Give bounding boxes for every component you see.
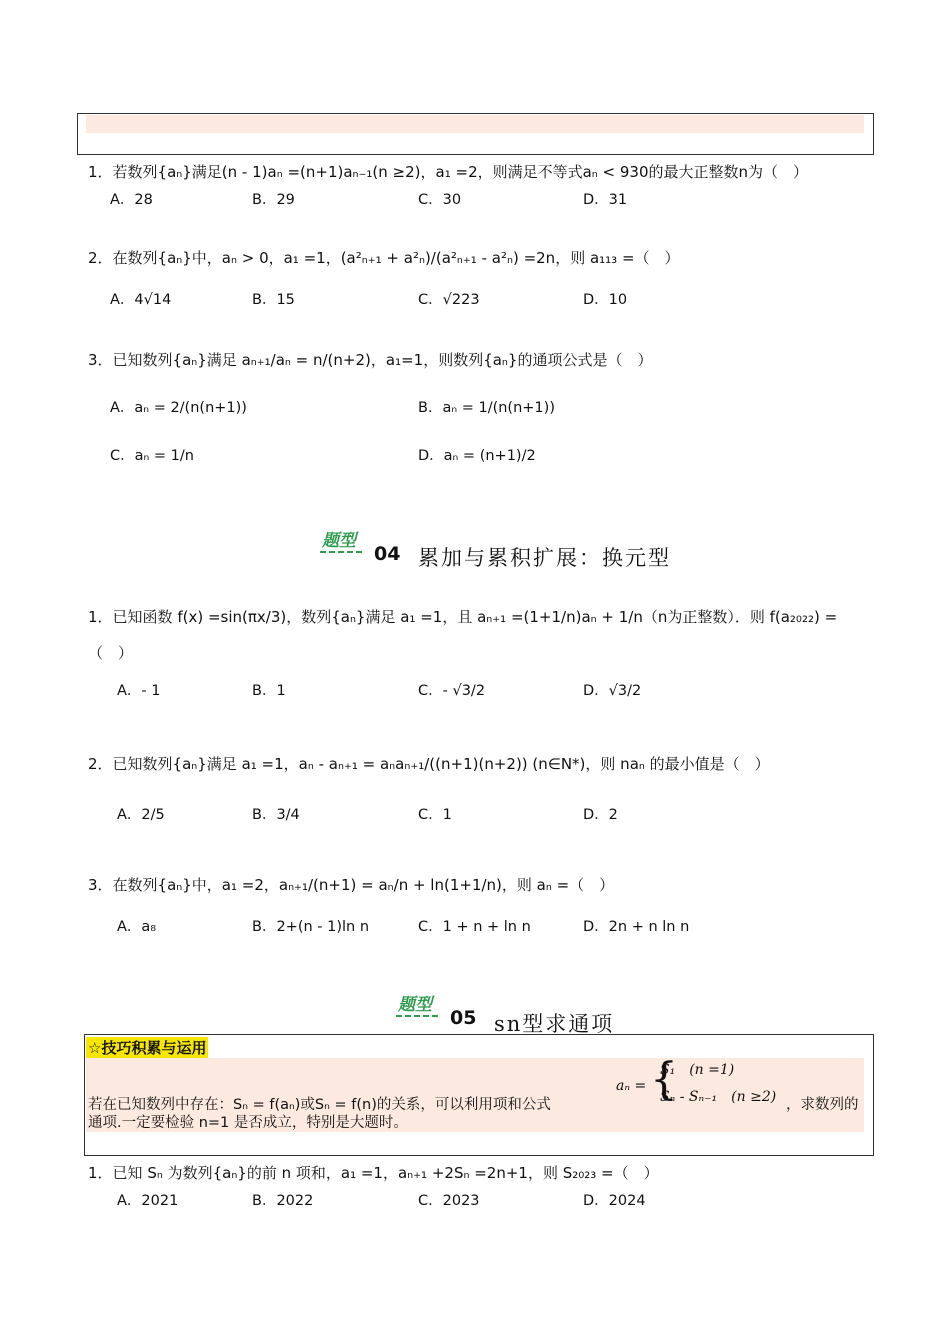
section-05-number: 05 bbox=[450, 1007, 477, 1029]
s3-q3-option-b[interactable]: B．aₙ = 1/(n(n+1)) bbox=[418, 400, 555, 416]
tip-formula-case-1: S₁ (n =1) bbox=[660, 1062, 735, 1078]
q-text: 已知 Sₙ 为数列{aₙ}的前 n 项和，a₁ =1，aₙ₊₁ +2Sₙ =2n+1，则 S₂₀₂₃ =（ ） bbox=[112, 1164, 659, 1182]
s5-q1-option-d[interactable]: D．2024 bbox=[583, 1193, 646, 1209]
s4-q1 bbox=[88, 607, 837, 627]
s4-q2-option-b[interactable]: B．3/4 bbox=[252, 807, 300, 823]
s3-q1-option-a[interactable]: A．28 bbox=[110, 192, 153, 208]
tip-line-2: 通项.一定要检验 n=1 是否成立，特别是大题时。 bbox=[88, 1115, 408, 1131]
s4-q3 bbox=[88, 875, 614, 895]
top-tip-band bbox=[86, 115, 864, 133]
s3-q2-option-b[interactable]: B．15 bbox=[252, 292, 295, 308]
s4-q3-option-c[interactable]: C．1 + n + ln n bbox=[418, 919, 531, 935]
section-05-icon: 题型 bbox=[398, 995, 432, 1015]
s4-q2-option-c[interactable]: C．1 bbox=[418, 807, 452, 823]
s3-q1-option-c[interactable]: C．30 bbox=[418, 192, 462, 208]
tip-line-1: 若在已知数列中存在：Sₙ = f(aₙ)或Sₙ = f(n)的关系，可以利用项和公式 bbox=[88, 1097, 551, 1113]
tip-label: ☆技巧积累与运用 bbox=[88, 1039, 207, 1057]
section-04-icon: 题型 bbox=[322, 531, 356, 551]
section-04-number: 04 bbox=[374, 543, 401, 565]
s5-q1-option-b[interactable]: B．2022 bbox=[252, 1193, 314, 1209]
tip-tail: ，求数列的 bbox=[786, 1097, 859, 1113]
q-text: 在数列{aₙ}中，aₙ > 0，a₁ =1，(a²ₙ₊₁ + a²ₙ)/(a²ₙ₊₁ - a²ₙ) =2n，则 a₁₁₃ =（ ） bbox=[112, 249, 680, 267]
s3-q3-option-d[interactable]: D．aₙ = (n+1)/2 bbox=[418, 448, 536, 464]
q-text: 已知函数 f(x) =sin(πx/3)，数列{aₙ}满足 a₁ =1，且 aₙ₊₁ =(1+1/n)aₙ + 1/n（n为正整数）．则 f(a₂₀₂₂) = bbox=[112, 608, 838, 626]
s3-q1-option-b[interactable]: B．29 bbox=[252, 192, 295, 208]
s4-q1-option-c[interactable]: C．- √3/2 bbox=[418, 683, 486, 699]
s4-q2-option-a[interactable]: A．2/5 bbox=[117, 807, 165, 823]
section-05-title: sn型求通项 bbox=[494, 1012, 615, 1036]
s4-q2 bbox=[88, 754, 770, 774]
section-04-title: 累加与累积扩展：换元型 bbox=[418, 546, 671, 570]
s4-q3-option-b[interactable]: B．2+(n - 1)ln n bbox=[252, 919, 370, 935]
q-number: 1． bbox=[88, 1164, 113, 1182]
section-05-dash bbox=[396, 1015, 438, 1017]
s4-q3-option-d[interactable]: D．2n + n ln n bbox=[583, 919, 690, 935]
tip-formula-prefix: aₙ = bbox=[616, 1078, 647, 1094]
s4-q1-tail: （ ） bbox=[88, 644, 134, 662]
s4-q1-option-d[interactable]: D．√3/2 bbox=[583, 683, 642, 699]
q-text: 已知数列{aₙ}满足 aₙ₊₁/aₙ = n/(n+2)，a₁=1，则数列{aₙ}的通项公式是（ ） bbox=[112, 351, 653, 369]
q-number: 3． bbox=[88, 876, 113, 894]
s3-q2-option-d[interactable]: D．10 bbox=[583, 292, 628, 308]
tip-formula-case-2: Sₙ - Sₙ₋₁ (n ≥2) bbox=[660, 1089, 777, 1105]
s3-q3-option-c[interactable]: C．aₙ = 1/n bbox=[110, 448, 194, 464]
s3-q2 bbox=[88, 248, 680, 268]
s5-q1 bbox=[88, 1163, 659, 1183]
s5-q1-option-a[interactable]: A．2021 bbox=[117, 1193, 179, 1209]
s3-q3-option-a[interactable]: A．aₙ = 2/(n(n+1)) bbox=[110, 400, 247, 416]
q-number: 1． bbox=[88, 608, 113, 626]
s4-q1-option-a[interactable]: A．- 1 bbox=[117, 683, 161, 699]
s3-q2-option-a[interactable]: A．4√14 bbox=[110, 292, 172, 308]
s4-q3-option-a[interactable]: A．a₈ bbox=[117, 919, 157, 935]
q-number: 2． bbox=[88, 755, 113, 773]
s4-q1-option-b[interactable]: B．1 bbox=[252, 683, 286, 699]
q-text: 在数列{aₙ}中，a₁ =2，aₙ₊₁/(n+1) = aₙ/n + ln(1+1/n)，则 aₙ =（ ） bbox=[112, 876, 615, 894]
q-number: 1． bbox=[88, 163, 113, 181]
s5-q1-option-c[interactable]: C．2023 bbox=[418, 1193, 480, 1209]
q-text: 已知数列{aₙ}满足 a₁ =1，aₙ - aₙ₊₁ = aₙaₙ₊₁/((n+1)(n+2)) (n∈N*)，则 naₙ 的最小值是（ ） bbox=[112, 755, 770, 773]
section-04-dash bbox=[320, 551, 362, 553]
q-number: 2． bbox=[88, 249, 113, 267]
s3-q3 bbox=[88, 350, 652, 370]
s3-q2-option-c[interactable]: C．√223 bbox=[418, 292, 480, 308]
q-number: 3． bbox=[88, 351, 113, 369]
s3-q1 bbox=[88, 162, 808, 182]
q-text: 若数列{aₙ}满足(n - 1)aₙ =(n+1)aₙ₋₁(n ≥2)，a₁ =2，则满足不等式aₙ < 930的最大正整数n为（ ） bbox=[112, 163, 809, 181]
s4-q2-option-d[interactable]: D．2 bbox=[583, 807, 618, 823]
s3-q1-option-d[interactable]: D．31 bbox=[583, 192, 628, 208]
tip-formula-brace: { bbox=[650, 1054, 678, 1105]
